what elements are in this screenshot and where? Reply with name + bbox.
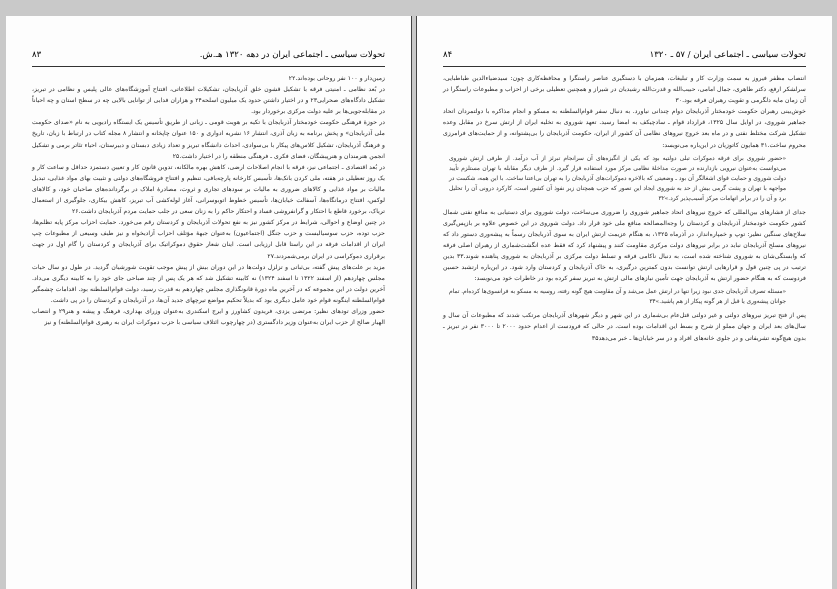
right-page-header bbox=[443, 46, 806, 67]
left-running-title: تحولات سیاسی ـ اجتماعی ایران در دهه ۱۳۲۰ هـ.ش. bbox=[199, 50, 385, 60]
paragraph: در حوزهٔ فرهنگی حکومت خودمختار آذربایجان با تکیه بر هویت قومی ـ زبانی از طریق تأسیس یک ایستگاه رادیویی به نام «صدای حکومت ملی آذربایجان» و پخش برنامه به زبان آذری، انتشار ۱۶ نشریه ادواری و ۱۵۰ عنوان چاپخانه و انتشار ۸ مجله کتاب در ارتباط با زبان، تاریخ و فرهنگ آذربایجان، تشکیل کلاس‌های پیکار با بی‌سوادی، احداث دانشگاه تبریز و تعداد زیادی دبستان و دبیرستان، احیاء تئاتر برمی و تشکیل انجمن هنرمندان و هنرپیشگان، فضای فکری ـ فرهنگی منطقه را در اختیار داشت.۲۵ bbox=[32, 119, 385, 160]
block-quote: «مسئله تصرف آذربایجان جدی نبود زیرا تنها در ارتش عمل می‌شد و آن مقاومت هیچ گونه رفته، روسیه به مسکو به فرانسوی‌ها کرده‌ام. تمام جوانان پیشه‌وری یا قبل از هر گونه پیکار از هم پاشید.»۳۴ bbox=[449, 289, 786, 306]
paragraph: مزید بر علت‌های پیش گفته، بی‌ثباتی و تزلزل دولت‌ها در این دوران بیش از پیش موجب تقویت شورشیان گردید. در طول دو سال حیات مجلس چهاردهم (از اسفند ۱۳۲۲ تا اسفند ۱۳۲۴) نه کابینه تشکیل شد که هر یک پس از چند صباحی جای خود را به کابینه دیگری می‌داد. آخرین دولت در این مجموعه که در آخرین ماه دورهٔ قانونگذاری مجلس چهاردهم به قدرت رسید، دولت قوام‌السلطنه بود. اقدامات چشمگیر قوام‌السلطنه اینگونه قوام خود عامل دیگری بود که بدیلاً تحکیم مواضع تیرچهای جدید آن‌ها، در آذربایجان و کردستان را در پی داشت. bbox=[32, 263, 385, 304]
right-page-number: ۸۴ bbox=[443, 50, 453, 60]
paragraph: پس از فتح تبریز نیروهای دولتی و غیر دولتی قتل‌عام بی‌شماری در این شهر و دیگر شهرهای آذربایجان مرتکب شدند که مطبوعات آن سال و سال‌های بعد ایران و جهان مملو از شرح و بسط این اقدامات بوده است. در حالی که فرودست از اعدام حدود ۲۰۰۰ تا ۳۰۰۰ نفر در تبریز ـ بدون هیچ‌گونه تشریفاتی و در جلوی خانه‌های افراد و در سر خیابان‌ها ـ خبر می‌دهد۳۵ bbox=[443, 312, 806, 342]
left-page-number: ۸۳ bbox=[32, 50, 42, 60]
paragraph: خوش‌بینی رهبران حکومت خودمختار آذربایجان دوام چندانی نیاورد. به دنبال سفر قوام‌السلطنه به مسکو و انجام مذاکره با دولتمردان اتحاد جماهیر شوروی، در اوایل سال ۱۳۲۵، قرارداد قوام ـ سادچیکف به امضا رسید. تعهد شوروی به تخلیه ایران از ارتش سرخ در مقابل وعده تشکیل شرکت مختلط نفتی و در ماه بعد خروج نیروهای نظامی آن کشور از ایران، حکومت آذربایجان را بی‌پشتوانه، و از حمایت‌های فرامرزی محروم ساخت.۳۱ همایون کاتوزیان در این‌باره می‌نویسد: bbox=[443, 108, 806, 149]
paragraph: انتصاب مظفر فیروز به سمت وزارت کار و تبلیغات، همزمان با دستگیری عناصر راستگرا و محافظه‌کاری چون: سیدضیاءالدین طباطبایی، سرلشکر ارفع، دکتر طاهری، جمال امامی، حبیب‌الله و قدرت‌الله رشیدیان در شیراز و همچنین تعطیلی برخی از احزاب و مطبوعات راستگرا در آن زمان مایه دلگرمی و تقویت رهبران فرقه بود.۳۰ bbox=[443, 75, 806, 105]
left-page-header bbox=[32, 46, 385, 67]
right-page bbox=[416, 16, 832, 589]
right-running-title: تحولات سیاسی ـ اجتماعی ایران / ۵۷ ـ ۱۳۲۰ bbox=[649, 50, 806, 60]
paragraph: زمین‌دار و ۱۰۰ نفر روحانی بوده‌اند.۲۲ bbox=[288, 75, 385, 82]
paragraph: در بُعد اقتصادی ـ اجتماعی نیز، فرقه با انجام اصلاحات ارضی، کاهش بهره مالکانه، تدوین قانون کار و تعیین دستمزد حداقل و ساعت کار و یک روز تعطیلی در هفته، ملی کردن بانک‌ها، تأسیس کارخانه پارچه‌بافی، تنظیم و افتتاح فروشگاه‌های دولتی و تثبیت بهای مواد غذایی، تبدیل مالیات بر مواد غذایی و کالاهای ضروری به مالیات بر سودهای تجاری و ثروت، مصادرهٔ املاک در برگردانده‌های صاحبان خود، و کالاهای لوکس، افتتاح درمانگاه‌ها، آسفالت خیابان‌ها، تأسیس خطوط اتوبوسرانی، آغاز لوله‌کشی آب تبریز، کاهش بیکاری، جلوگیری از استعمال تریاک، برخورد قاطع با احتکار و گرانفروشی فساد و احتکار حاکم را به زنان سعی در جلب حمایت مردم آذربایجان داشت.۲۶ bbox=[32, 163, 385, 216]
paragraph: در بُعد نظامی ـ امنیتی فرقه با تشکیل قشون خلق آذربایجان، تشکیلات اطلاعاتی، افتتاح آموزشگاه‌های عالی پلیس و نظامی در تبریز، تشکیل دادگاه‌های صحرایی۲۳ و در اختیار داشتن حدود یک میلیون اسلحه۲۴ و هزاران فدایی از توانایی بالایی چه در سطح استان و چه احیاناً در مقابله‌جویی‌ها بر علیه دولت مرکزی برخوردار بود. bbox=[32, 86, 386, 116]
paragraph: حضور وزرای تودهای نظیر: مرتضی یزدی، فریدون کشاورز و ایرج اسکندری به‌عنوان وزرای بهداری، فرهنگ و پیشه و هنر۲۹ و انتصاب الهیار صالح از حزب ایران به‌عنوان وزیر دادگستری (در چهارچوب ائتلاف سیاسی با حزب دموکرات ایران به رهبری قوام‌السلطنه) و نیز bbox=[32, 307, 385, 327]
left-page bbox=[6, 16, 412, 589]
paragraph: جدای از فشارهای بین‌المللی که خروج نیروهای اتحاد جماهیر شوروی را ضروری می‌ساخت، دولت شوروی برای دستیابی به منافع نفتی شمال کشور حکومت خودمختار آذربایجان و کردستان را وجه‌المصالحه منافع ملی خود قرار داد. دولت شوروی در این خصوص علاوه بر بازپس‌گیری سلاح‌های سنگین نظیر: توپ و خمپاره‌انداز، در آذرماه ۱۳۲۵، به هنگام عزیمت ارتش ایران به سوی آذربایجان رسماً به پیشه‌وری دستور داد که نیروهای مسلح آذربایجان نباید در برابر نیروهای دولت مرکزی مقاومت کنند و پیشنهاد کرد که فقط عده انگشت‌شماری از رهبران اصلی فرقه که وابستگی‌شان به شوروی شناخته شده است، به دنبال ناکامی فرقه و تسلط دولت مرکزی بر آذربایجان به شوروی پناهنده شوند.۳۳ بدین ترتیب در پی چنین قول و قرارهایی ارتش توانست بدون کمترین درگیری، به خاک آذربایجان و کردستان وارد شود. در این‌باره ارتشبد حسین فردوست که به هنگام حضور ارتش به آذربایجان جهت تأمین نیازهای مالی ارتش به تبریز سفر کرده بود در خاطرات خود می‌نویسد: bbox=[443, 208, 806, 283]
left-page-body bbox=[32, 73, 385, 328]
paragraph: در چنین اوضاع و احوالی، شرایط در مرکز کشور نیز به نفع تحولات آذربایجان و کردستان رقم می‌خورد. حمایت احزاب مرکز پایه تظلم‌ها، حزب توده، حزب سوسیالیست و حزب جنگل (اجتماعیون) به‌عنوان جبههٔ مؤتلف احزاب آزادیخواه و نیز طیف وسیعی از مطبوعات چپ ایران از اقدامات فرقه در این راستا قابل ارزیابی است. اینان شعار حقوق دموکراتیک برای آذربایجان و کردستان را گام اول در جهت برقراری دموکراسی در ایران برمی‌شمردند.۲۷ bbox=[32, 219, 385, 260]
block-quote: «حضور شوروی برای فرقه دموکرات تبلی دولتیه بود که یکی از انگیزه‌های آن سرانجام تبرئز از آب درآمد. از طرفی ارتش شوروی می‌توانست بەعنوان نیرویی بازدارنده در صورت مداخلهٔ نظامی مرکز مورد استفاده قرار گیرد. از طرف دیگر مقابله با تهران مستلزم تأیید دولت شوروی و حمایت قوای اشغالگر آن بود ـ وضعیتی که بالاخره دموکرات‌های آذربایجان را به تهران بی‌اعتنا ساخت. با این همه، شکست در مواجهه با تهران و پشت گرمی بیش از حد به شوروی ایجاد این تصور که حزب همچنان زیر نفوذ آن کشور است، کارکرد درونی آن را تحلیل برد و آن را در برابر اتهامات مرکز آسیب‌پذیر کرد.»۳۲ bbox=[449, 155, 786, 202]
right-page-body bbox=[443, 73, 806, 344]
